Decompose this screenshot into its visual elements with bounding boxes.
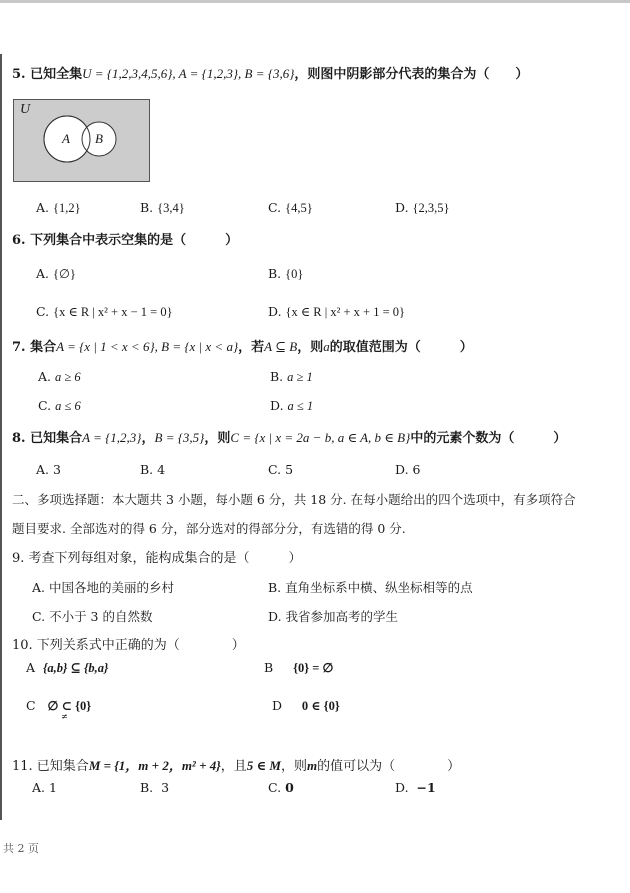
q10-option-c[interactable] bbox=[26, 698, 91, 714]
q6-option-b[interactable] bbox=[268, 266, 303, 282]
q11-mid2: ，则 bbox=[280, 759, 307, 774]
option-value: {a,b} ⊆ {b,a} bbox=[42, 661, 109, 675]
option-value: a ≤ 6 bbox=[55, 399, 81, 413]
q8-option-c[interactable] bbox=[268, 462, 293, 478]
option-value: 3 bbox=[161, 780, 170, 795]
q11-prefix: 11. 已知集合 bbox=[12, 759, 89, 774]
q7-math: A = {x | 1 < x < 6}, B = {x | x < a} bbox=[56, 339, 239, 354]
q7-option-b[interactable] bbox=[270, 369, 313, 385]
q9-option-c[interactable] bbox=[32, 609, 152, 625]
option-value: {3,4} bbox=[157, 201, 185, 215]
q10-option-a[interactable] bbox=[26, 660, 108, 676]
option-label: D. bbox=[395, 462, 409, 477]
option-label: D. bbox=[268, 304, 282, 319]
option-label: C. bbox=[268, 200, 282, 215]
q10-option-d[interactable] bbox=[272, 698, 340, 714]
q5-option-c[interactable] bbox=[268, 200, 313, 216]
option-value: ∅ ⊂ {0} bbox=[47, 699, 92, 713]
q6-option-d[interactable] bbox=[268, 304, 405, 320]
question-8-stem bbox=[12, 430, 566, 447]
question-7-stem bbox=[12, 339, 473, 356]
q11-option-c[interactable] bbox=[268, 780, 294, 796]
q7-option-d[interactable] bbox=[270, 398, 313, 414]
q8-mid: ，则 bbox=[204, 431, 231, 446]
q11-mid: ，且 bbox=[220, 759, 247, 774]
q7-mid2: ，则 bbox=[297, 340, 324, 355]
option-label: C. bbox=[38, 398, 52, 413]
option-label: D. bbox=[268, 609, 282, 624]
option-value: {4,5} bbox=[285, 201, 313, 215]
option-value: {x ∈ R | x² + x − 1 = 0} bbox=[53, 305, 173, 319]
option-label: C. bbox=[32, 609, 46, 624]
q8-math: A = {1,2,3} bbox=[82, 430, 142, 445]
q11-math3: m bbox=[307, 758, 318, 773]
option-label: D. bbox=[395, 200, 409, 215]
left-margin-rule bbox=[0, 54, 2, 820]
section-2-instructions-line-2: 题目要求. 全部选对的得 6 分，部分选对的得部分分，有选错的得 0 分. bbox=[12, 521, 406, 536]
top-divider bbox=[0, 0, 630, 3]
venn-svg bbox=[14, 100, 151, 183]
option-value: 3 bbox=[53, 462, 61, 477]
question-11-stem bbox=[12, 758, 460, 775]
q11-option-b[interactable] bbox=[140, 780, 169, 796]
option-value: {1,2} bbox=[53, 201, 81, 215]
q11-math: M = {1，m + 2，m² + 4} bbox=[88, 758, 221, 773]
question-6-stem: 6. 下列集合中表示空集的是（ ） bbox=[12, 233, 239, 248]
section-2-instructions-line-1: 二、多项选择题：本大题共 3 小题，每小题 6 分，共 18 分. 在每小题给出的四个选项中，有多项符合 bbox=[12, 492, 576, 507]
option-label: B. bbox=[140, 200, 154, 215]
option-label: A. bbox=[36, 266, 50, 281]
q8-sep: ， bbox=[141, 431, 155, 446]
option-label: C. bbox=[268, 780, 282, 795]
q11-option-a[interactable] bbox=[32, 780, 57, 796]
option-value: −1 bbox=[416, 780, 436, 795]
q10-option-c-not-equal-mark: ≠ bbox=[61, 712, 68, 721]
q7-math3: a bbox=[323, 339, 330, 354]
option-label: D. bbox=[270, 398, 284, 413]
option-label: D bbox=[272, 698, 283, 713]
option-value: 0 ∈ {0} bbox=[301, 699, 340, 713]
q5-option-d[interactable] bbox=[395, 200, 450, 216]
question-10-stem: 10. 下列关系式中正确的为（ ） bbox=[12, 638, 245, 653]
option-value: 0 bbox=[285, 780, 294, 795]
option-value: 我省参加高考的学生 bbox=[285, 609, 399, 624]
option-value: 4 bbox=[157, 462, 166, 477]
option-label: A bbox=[26, 660, 36, 675]
option-label: A. bbox=[32, 780, 46, 795]
option-label: C bbox=[26, 698, 36, 713]
q8-option-b[interactable] bbox=[140, 462, 165, 478]
option-label: B. bbox=[140, 462, 154, 477]
option-value: {2,3,5} bbox=[412, 201, 450, 215]
venn-label-u: U bbox=[20, 102, 31, 117]
q5-math: U = {1,2,3,4,5,6}, A = {1,2,3}, B = {3,6} bbox=[82, 66, 295, 81]
option-value: 直角坐标系中横、纵坐标相等的点 bbox=[285, 580, 473, 595]
option-label: B. bbox=[270, 369, 284, 384]
q8-math2: B = {3,5} bbox=[154, 430, 205, 445]
question-5-stem bbox=[12, 66, 528, 83]
option-value: a ≥ 6 bbox=[55, 370, 81, 384]
option-label: A. bbox=[38, 369, 52, 384]
q10-option-b[interactable] bbox=[264, 660, 333, 676]
q5-prefix: 5. 已知全集 bbox=[12, 67, 83, 82]
option-value: 中国各地的美丽的乡村 bbox=[49, 580, 175, 595]
q7-option-c[interactable] bbox=[38, 398, 81, 414]
option-value: 6 bbox=[412, 462, 421, 477]
q8-option-a[interactable] bbox=[36, 462, 61, 478]
q11-math2: 5 ∈ M bbox=[246, 758, 281, 773]
option-label: A. bbox=[36, 462, 50, 477]
q5-option-b[interactable] bbox=[140, 200, 185, 216]
option-label: C. bbox=[268, 462, 282, 477]
venn-label-b: B bbox=[95, 131, 103, 146]
q6-option-a[interactable] bbox=[36, 266, 76, 282]
page-count-footer: 共 2 页 bbox=[3, 842, 39, 855]
q9-option-b[interactable] bbox=[268, 580, 473, 596]
q7-math2: A ⊆ B bbox=[264, 339, 298, 354]
q9-option-d[interactable] bbox=[268, 609, 398, 625]
option-value: 1 bbox=[49, 780, 57, 795]
option-value: {0} = ∅ bbox=[293, 661, 334, 675]
option-label: B. bbox=[268, 266, 282, 281]
venn-label-a: A bbox=[62, 131, 70, 146]
option-value: 5 bbox=[285, 462, 294, 477]
q11-suffix: 的值可以为（ ） bbox=[317, 759, 461, 774]
option-label: A. bbox=[36, 200, 50, 215]
q7-suffix: 的取值范围为（ ） bbox=[329, 340, 473, 355]
venn-diagram bbox=[13, 99, 150, 182]
option-label: C. bbox=[36, 304, 50, 319]
q8-math3: C = {x | x = 2a − b, a ∈ A, b ∈ B} bbox=[230, 430, 411, 445]
option-label: B. bbox=[140, 780, 154, 795]
q6-option-c[interactable] bbox=[36, 304, 173, 320]
q8-prefix: 8. 已知集合 bbox=[12, 431, 83, 446]
option-label: B. bbox=[268, 580, 282, 595]
option-label: D. bbox=[395, 780, 409, 795]
option-value: {x ∈ R | x² + x + 1 = 0} bbox=[285, 305, 406, 319]
option-value: a ≤ 1 bbox=[287, 399, 314, 413]
q5-option-a[interactable] bbox=[36, 200, 81, 216]
option-label: B bbox=[264, 660, 274, 675]
option-value: {∅} bbox=[53, 267, 76, 281]
option-value: {0} bbox=[285, 267, 304, 281]
q7-prefix: 7. 集合 bbox=[12, 340, 57, 355]
q8-option-d[interactable] bbox=[395, 462, 421, 478]
option-label: A. bbox=[32, 580, 46, 595]
q11-option-d[interactable] bbox=[395, 780, 436, 796]
question-9-stem: 9. 考查下列每组对象，能构成集合的是（ ） bbox=[12, 551, 302, 566]
q7-option-a[interactable] bbox=[38, 369, 81, 385]
q5-suffix: ，则图中阴影部分代表的集合为（ ） bbox=[294, 67, 529, 82]
q7-mid: ，若 bbox=[238, 340, 265, 355]
option-value: 不小于 3 的自然数 bbox=[49, 609, 153, 624]
q9-option-a[interactable] bbox=[32, 580, 174, 596]
q8-suffix: 中的元素个数为（ ） bbox=[410, 431, 567, 446]
option-value: a ≥ 1 bbox=[287, 370, 313, 384]
